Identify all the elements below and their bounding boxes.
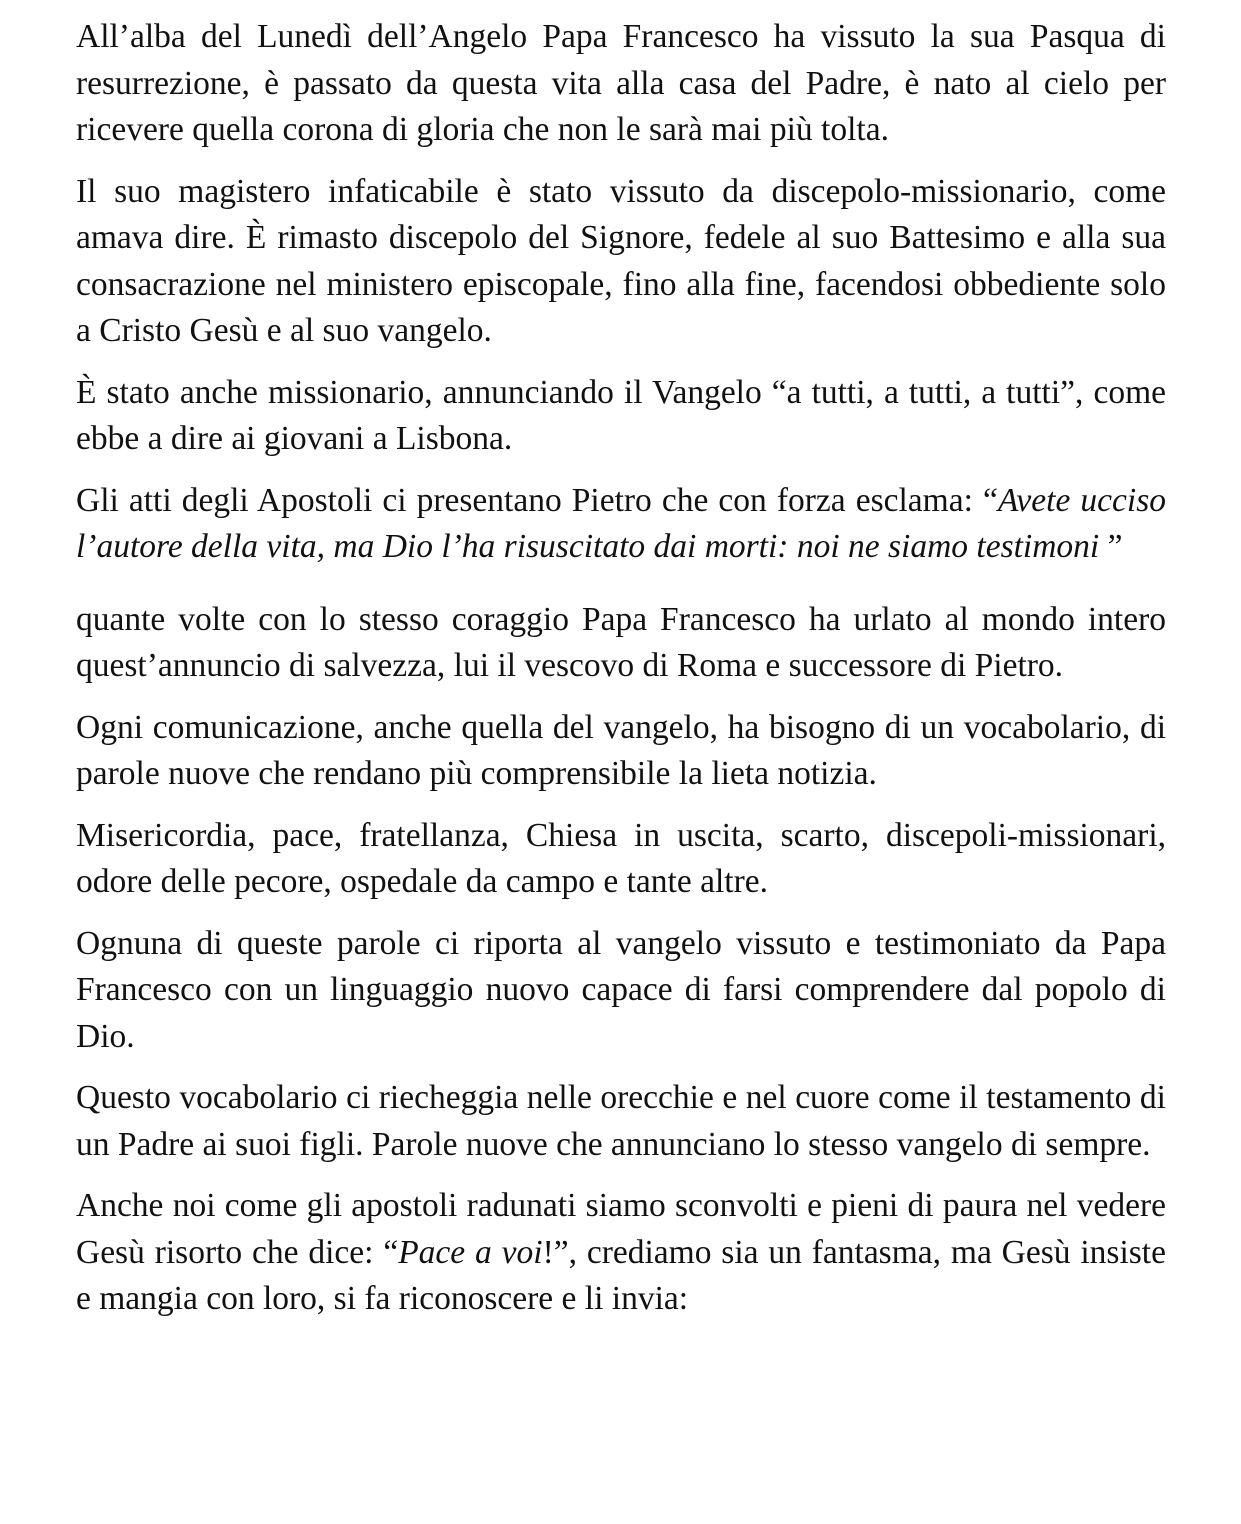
- quote-close: ”: [1099, 528, 1123, 565]
- quote-italic: Avete ucciso l’autore della vita, ma Dio l’ha risuscitato dai morti: noi ne siamo testimoni: [76, 481, 1166, 565]
- paragraph-9: Questo vocabolario ci riecheggia nelle orecchie e nel cuore come il testamento di un Padre ai suoi figli. Parole nuove che annunciano lo stesso vangelo di sempre.: [76, 1079, 1166, 1163]
- document-page: [76, 14, 1166, 1338]
- pace-a-voi-italic: Pace a voi: [398, 1233, 543, 1271]
- paragraph-7: Misericordia, pace, fratellanza, Chiesa in uscita, scarto, discepoli-missionari, odore delle pecore, ospedale da campo e tante altre.: [76, 816, 1166, 900]
- paragraph-4-quote: [76, 478, 1166, 571]
- paragraph-2: Il suo magistero infaticabile è stato vissuto da discepolo-missionario, come amava dire. È rimasto discepolo del Signore, fedele al suo Battesimo e alla sua consacrazione nel ministero episcopale, fino alla fine, facendosi obbediente solo a Cristo Gesù e al suo vangelo.: [76, 172, 1166, 349]
- paragraph-1: All’alba del Lunedì dell’Angelo Papa Francesco ha vissuto la sua Pasqua di resurrezione, è passato da questa vita alla casa del Padre, è nato al cielo per ricevere quella corona di gloria che non le sarà mai più tolta.: [76, 18, 1166, 148]
- paragraph-10: [76, 1183, 1166, 1323]
- paragraph-3: È stato anche missionario, annunciando il Vangelo “a tutti, a tutti, a tutti”, come ebbe a dire ai giovani a Lisbona.: [76, 373, 1166, 457]
- paragraph-8: Ognuna di queste parole ci riporta al vangelo vissuto e testimoniato da Papa Francesco con un linguaggio nuovo capace di farsi comprendere dal popolo di Dio.: [76, 924, 1166, 1055]
- paragraph-10-intro: Anche noi come gli apostoli radunati siamo sconvolti e pieni di paura nel vedere Gesù risorto che dice: “: [76, 1187, 1166, 1271]
- paragraph-6: Ogni comunicazione, anche quella del vangelo, ha bisogno di un vocabolario, di parole nuove che rendano più comprensibile la lieta notizia.: [76, 708, 1166, 792]
- paragraph-5: quante volte con lo stesso coraggio Papa Francesco ha urlato al mondo intero quest’annuncio di salvezza, lui il vescovo di Roma e successore di Pietro.: [76, 600, 1166, 684]
- paragraph-10-rest: !”, crediamo sia un fantasma, ma Gesù insiste e mangia con loro, si fa riconoscere e li invia:: [76, 1233, 1166, 1317]
- quote-intro: Gli atti degli Apostoli ci presentano Pietro che con forza esclama: “: [76, 481, 998, 519]
